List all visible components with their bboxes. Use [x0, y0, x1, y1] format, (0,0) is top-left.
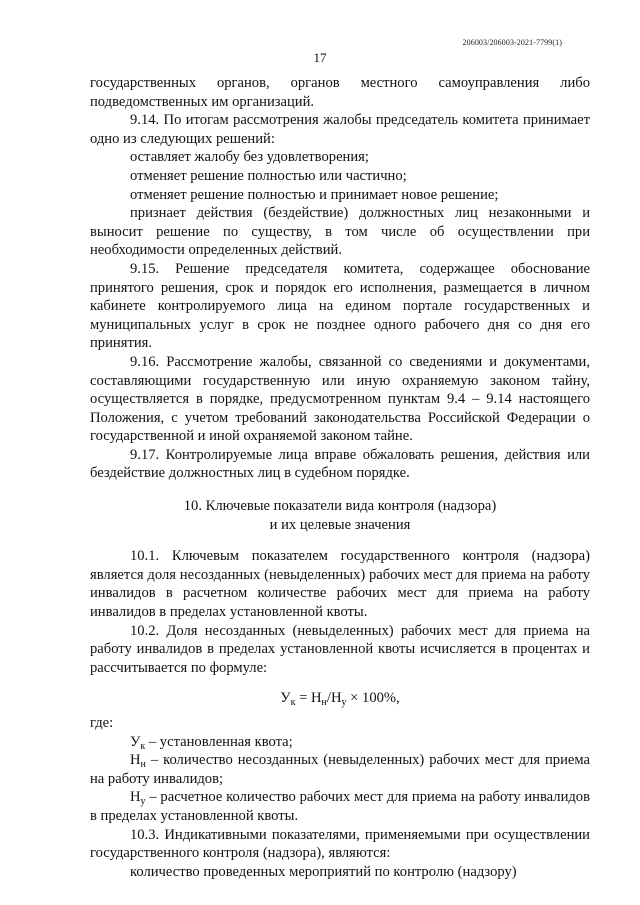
formula-part: /Н [326, 690, 342, 707]
list-item-decision: отменяет решение полностью или частично; [130, 167, 407, 184]
page-number: 17 [313, 50, 327, 65]
definition-text: – установленная квота; [145, 733, 293, 750]
formula-subscript: н [321, 697, 327, 709]
paragraph-10-1: 10.1. Ключевым показателем государственного контроля (надзора) является доля несозданных (невыделенных) рабочих мест для приема на работу инвалидов в расчетном количестве рабочих мест для приема на работу инвалидов в пределах установленной квоты. [90, 548, 590, 621]
where-label: где: [90, 715, 114, 731]
paragraph-10-2: 10.2. Доля несозданных (невыделенных) рабочих мест для приема на работу инвалидов в пределах установленной квоты исчисляется в процентах и рассчитывается по формуле: [90, 622, 590, 676]
definition-symbol: Н [130, 752, 141, 769]
formula-part: = Н [295, 690, 322, 707]
formula-part: × 100%, [346, 690, 400, 707]
formula [90, 689, 590, 708]
list-item-decision: оставляет жалобу без удовлетворения; [130, 149, 369, 166]
list-item-decision: отменяет решение полностью и принимает новое решение; [130, 186, 499, 203]
definition-item [90, 733, 590, 752]
definition-item [90, 788, 590, 825]
paragraph-10-3: 10.3. Индикативными показателями, применяемыми при осуществлении государственного контроля (надзора), являются: [90, 826, 590, 862]
document-number: 206003/206003-2021-7799(1) [462, 38, 562, 47]
definition-item [90, 751, 590, 788]
section-heading-line: и их целевые значения [269, 516, 411, 533]
definition-symbol: Н [130, 789, 141, 806]
definition-text: – количество несозданных (невыделенных) рабочих мест для приема на работу инвалидов; [90, 752, 590, 787]
paragraph: количество проведенных мероприятий по контролю (надзору) [130, 863, 517, 880]
list-item-decision: признает действия (бездействие) должностных лиц незаконными и выносит решение по существу, в том числе об осуществлении при необходимости определенных действий. [90, 205, 590, 259]
definition-subscript: к [140, 740, 146, 752]
paragraph-9-15: 9.15. Решение председателя комитета, содержащее обоснование принятого решения, срок и порядок его исполнения, размещается в личном кабинете контролируемого лица на едином портале государственных и муниципальных услуг в срок не позднее одного рабочего дня со дня его принятия. [90, 260, 590, 352]
section-heading [90, 497, 590, 534]
definition-symbol: У [130, 733, 141, 750]
paragraph-9-17: 9.17. Контролируемые лица вправе обжаловать решения, действия или бездействие должностных лиц в судебном порядке. [90, 446, 590, 482]
definition-subscript: н [140, 759, 146, 771]
definition-text: – расчетное количество рабочих мест для приема на работу инвалидов в пределах установленной квоты. [90, 789, 590, 824]
paragraph-9-16: 9.16. Рассмотрение жалобы, связанной со сведениями и документами, составляющими государственную или иную охраняемую законом тайну, осуществляется в порядке, предусмотренном пунктам 9.4 – 9.14 настоящего Положения, с учетом требований законодательства Российской Федерации о государственной и иной охраняемой законом тайне. [90, 353, 590, 445]
definition-subscript: у [140, 796, 146, 808]
document-body [90, 74, 590, 881]
formula-subscript: к [290, 697, 296, 709]
formula-subscript: у [341, 697, 347, 709]
formula-symbol: У [280, 690, 291, 707]
section-heading-line: 10. Ключевые показатели вида контроля (надзора) [183, 498, 497, 515]
paragraph: государственных органов, органов местного самоуправления либо подведомственных им организаций. [90, 75, 590, 110]
paragraph-9-14: 9.14. По итогам рассмотрения жалобы председатель комитета принимает одно из следующих решений: [90, 112, 590, 147]
